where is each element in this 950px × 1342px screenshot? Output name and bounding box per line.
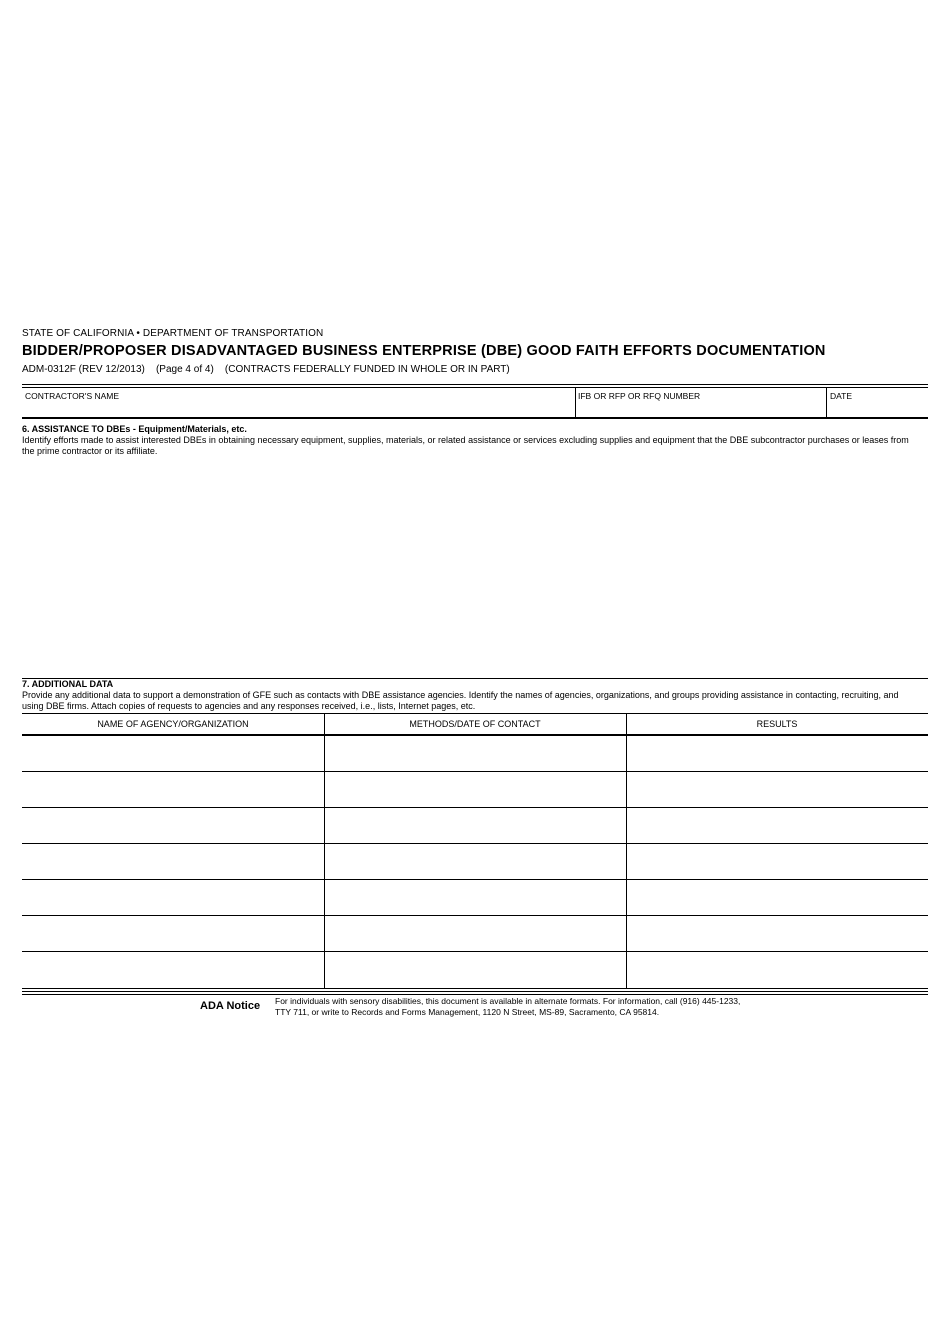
results-cell[interactable] bbox=[628, 953, 926, 986]
footer-rule-3 bbox=[22, 994, 928, 995]
ada-notice-text bbox=[275, 996, 795, 1018]
results-cell[interactable] bbox=[628, 845, 926, 878]
methods-cell[interactable] bbox=[326, 917, 624, 950]
results-cell[interactable] bbox=[628, 773, 926, 806]
row-rule bbox=[22, 879, 928, 880]
agency-cell[interactable] bbox=[24, 737, 322, 770]
methods-cell[interactable] bbox=[326, 845, 624, 878]
agency-cell[interactable] bbox=[24, 809, 322, 842]
ada-notice-line-2: TTY 711, or write to Records and Forms Management, 1120 N Street, MS-89, Sacramento, CA 95814. bbox=[275, 1007, 660, 1017]
agency-cell[interactable] bbox=[24, 845, 322, 878]
contractor-name-label: CONTRACTOR'S NAME bbox=[25, 391, 120, 401]
agency-cell[interactable] bbox=[24, 881, 322, 914]
row-rule bbox=[22, 951, 928, 952]
row-rule bbox=[22, 771, 928, 772]
methods-cell[interactable] bbox=[326, 773, 624, 806]
funding-note: (CONTRACTS FEDERALLY FUNDED IN WHOLE OR IN PART) bbox=[224, 364, 510, 375]
header-divider-1 bbox=[575, 388, 576, 417]
agency-cell[interactable] bbox=[24, 917, 322, 950]
results-cell[interactable] bbox=[628, 737, 926, 770]
column-header-methods: METHODS/DATE OF CONTACT bbox=[409, 719, 541, 729]
form-title: BIDDER/PROPOSER DISADVANTAGED BUSINESS ENTERPRISE (DBE) GOOD FAITH EFFORTS DOCUMENTATION bbox=[22, 343, 826, 359]
header-rule-top-inner bbox=[22, 387, 928, 388]
section-7-rule bbox=[22, 678, 928, 679]
methods-cell[interactable] bbox=[326, 809, 624, 842]
form-number: ADM-0312F (REV 12/2013) bbox=[22, 364, 145, 375]
column-header-agency: NAME OF AGENCY/ORGANIZATION bbox=[97, 719, 249, 729]
header-divider-2 bbox=[826, 388, 827, 417]
date-field[interactable] bbox=[830, 402, 926, 416]
section-6-instructions: Identify efforts made to assist interested DBEs in obtaining necessary equipment, supplies, materials, or related assistance or services excluding supplies and equipment that the DBE subcontractor purchases or leases from the prime contractor or its affiliate. bbox=[22, 435, 909, 456]
date-label: DATE bbox=[830, 391, 853, 401]
footer-rule-1 bbox=[22, 988, 928, 989]
footer-rule-2 bbox=[22, 991, 928, 992]
row-rule bbox=[22, 915, 928, 916]
page-indicator: (Page 4 of 4) bbox=[155, 364, 214, 375]
form-info-line bbox=[22, 364, 510, 375]
row-rule bbox=[22, 843, 928, 844]
section-6-title: 6. ASSISTANCE TO DBEs - Equipment/Materials, etc. bbox=[22, 424, 247, 434]
methods-cell[interactable] bbox=[326, 953, 624, 986]
ada-notice-label: ADA Notice bbox=[200, 1000, 261, 1012]
section-7-title: 7. ADDITIONAL DATA bbox=[22, 679, 114, 689]
header-rule-top bbox=[22, 384, 928, 385]
results-cell[interactable] bbox=[628, 881, 926, 914]
methods-cell[interactable] bbox=[326, 737, 624, 770]
agency-cell[interactable] bbox=[24, 953, 322, 986]
agency-cell[interactable] bbox=[24, 773, 322, 806]
section-7-instructions: Provide any additional data to support a demonstration of GFE such as contacts with DBE assistance agencies. Identify the names of agencies, organizations, and groups providing assistance in contacting, recruiting, and using DBE firms. Attach copies of requests to agencies and any responses received, i.e., lists, Internet pages, etc. bbox=[22, 690, 899, 711]
methods-cell[interactable] bbox=[326, 881, 624, 914]
column-divider-2 bbox=[626, 713, 627, 988]
table-header-rule bbox=[22, 734, 928, 736]
header-rule-bottom bbox=[22, 417, 928, 419]
column-divider-1 bbox=[324, 713, 325, 988]
results-cell[interactable] bbox=[628, 809, 926, 842]
ifb-number-label: IFB OR RFP OR RFQ NUMBER bbox=[578, 391, 701, 401]
section-6-response-area[interactable] bbox=[22, 460, 928, 674]
agency-line: STATE OF CALIFORNIA • DEPARTMENT OF TRANSPORTATION bbox=[22, 328, 324, 339]
ada-notice-line-1: For individuals with sensory disabilities, this document is available in alternate formats. For information, call (916) 445-1233, bbox=[275, 996, 741, 1006]
column-header-results: RESULTS bbox=[756, 719, 798, 729]
contractor-name-field[interactable] bbox=[24, 402, 572, 416]
ifb-number-field[interactable] bbox=[578, 402, 824, 416]
row-rule bbox=[22, 807, 928, 808]
results-cell[interactable] bbox=[628, 917, 926, 950]
